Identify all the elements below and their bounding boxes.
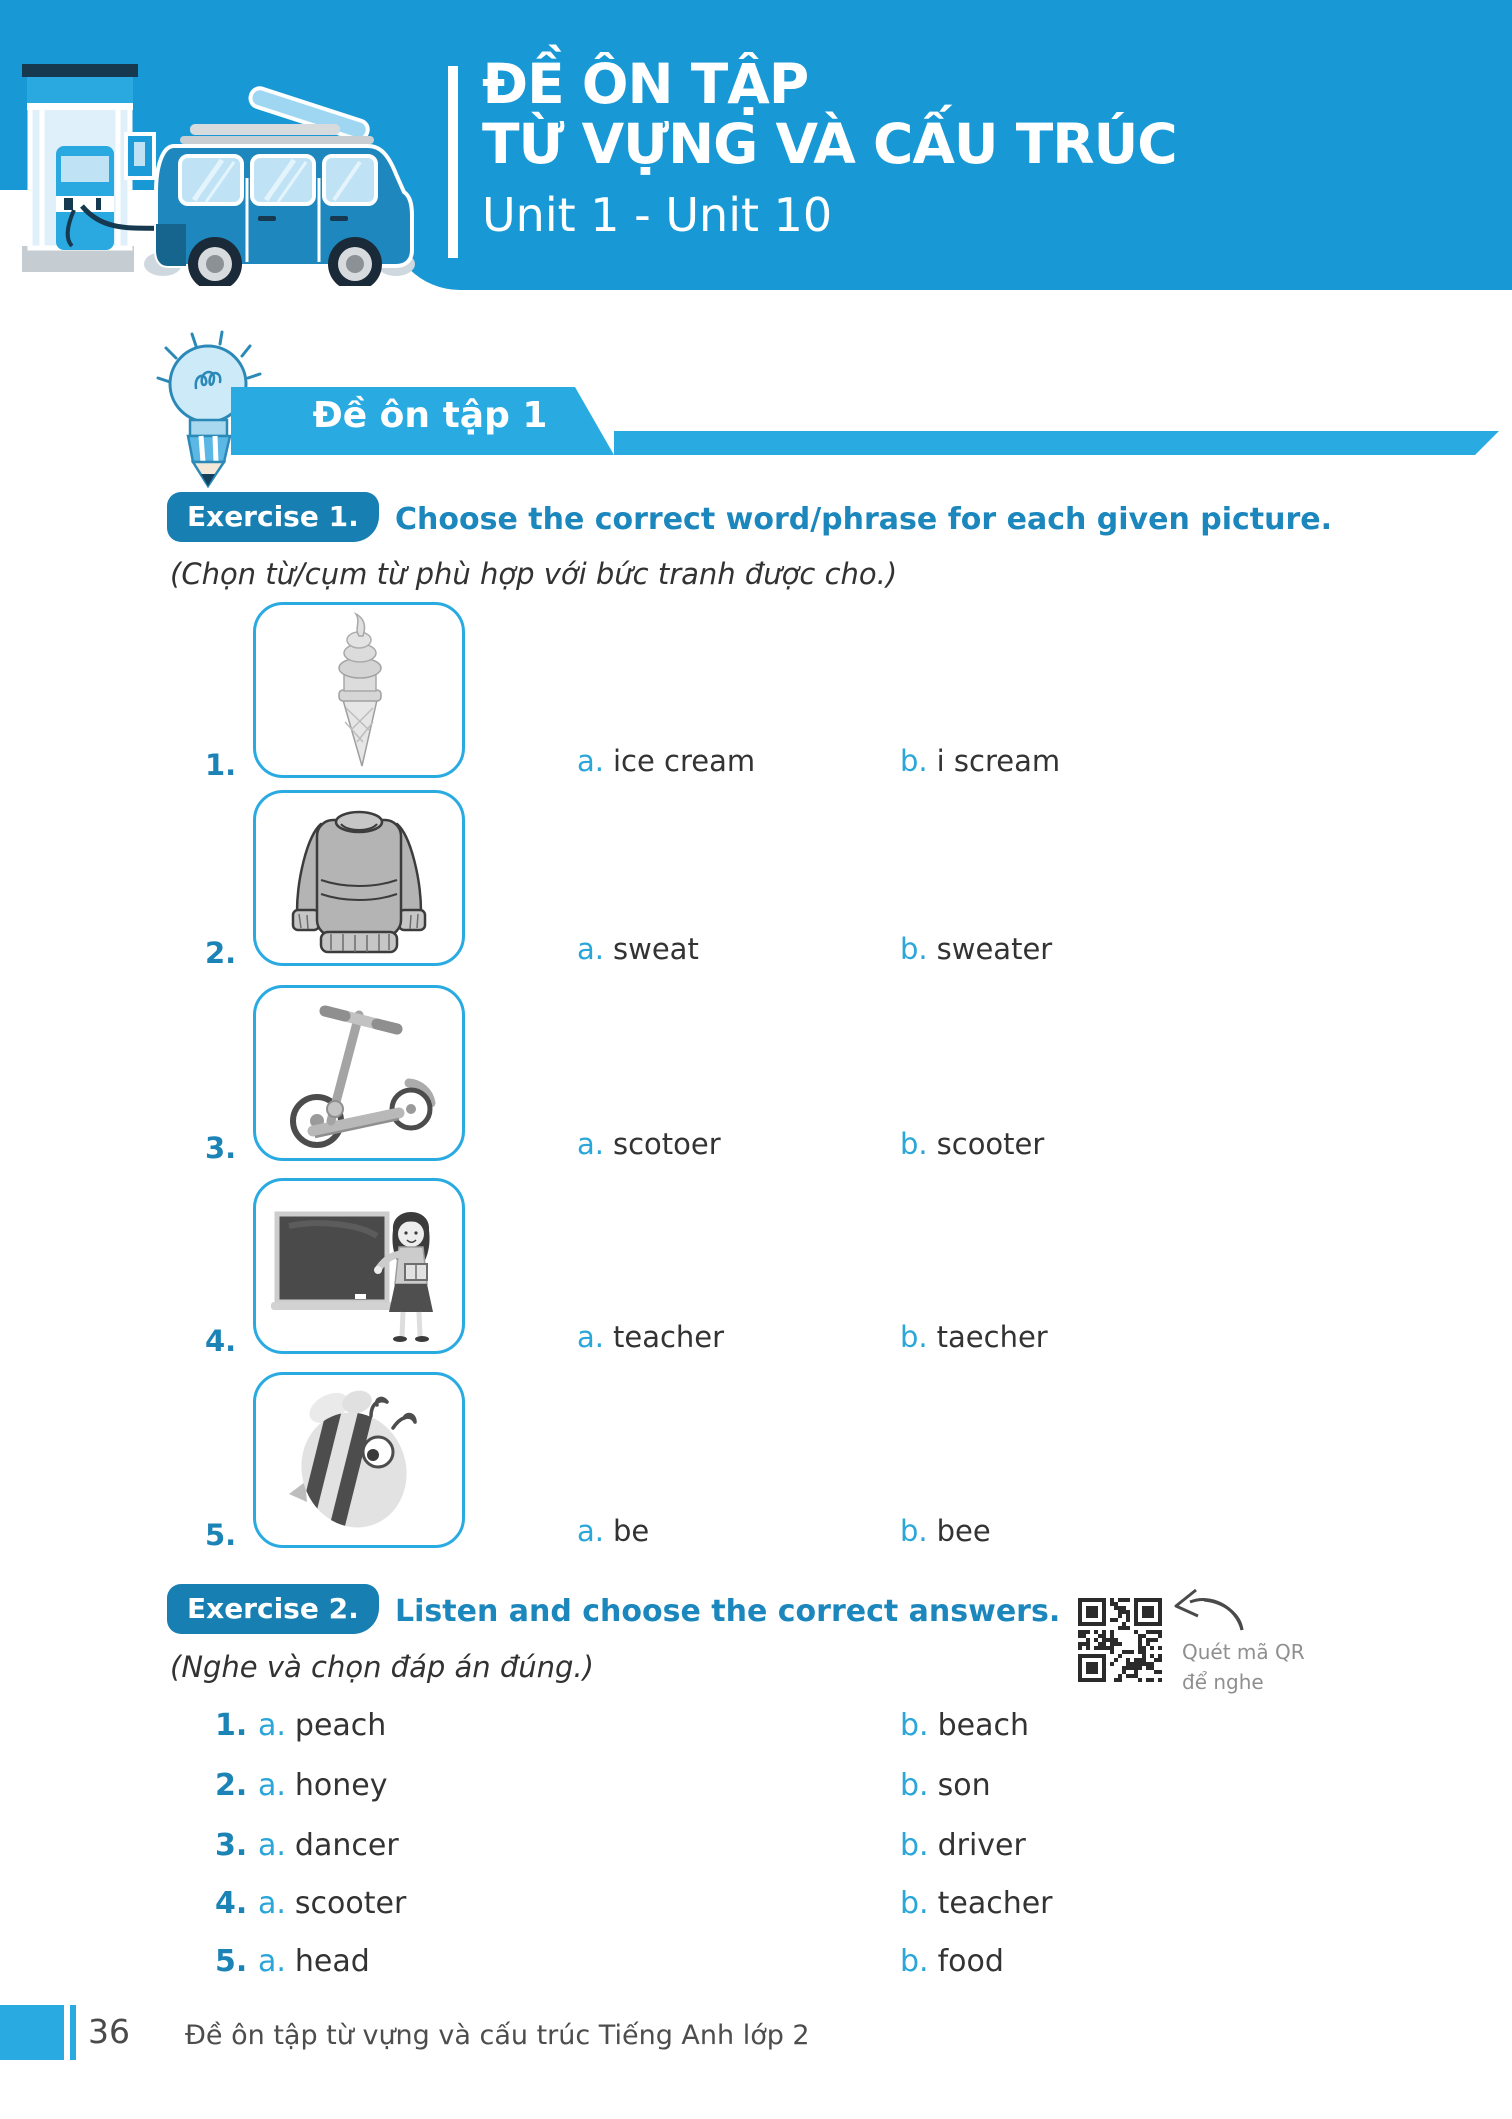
ice-cream-image: [259, 608, 459, 772]
item-number: 1.: [205, 748, 237, 782]
option-b: b. food: [900, 1944, 1004, 1979]
page-title-line2: TỪ VỰNG VÀ CẤU TRÚC: [482, 112, 1177, 176]
option-b: b. driver: [900, 1828, 1026, 1863]
option-b: b. beach: [900, 1708, 1029, 1743]
gas-pump-car-illustration: [8, 28, 420, 286]
option-a: a. scooter: [258, 1886, 407, 1921]
option-b: b. i scream: [900, 744, 1061, 778]
page-title-line1: ĐỀ ÔN TẬP: [482, 52, 809, 116]
exercise1-item-2: [0, 790, 1512, 970]
option-b: b. taecher: [900, 1320, 1048, 1354]
item-number: 4.: [205, 1324, 237, 1358]
option-a: a. dancer: [258, 1828, 399, 1863]
option-b: b. son: [900, 1768, 991, 1803]
item-number: 5.: [205, 1518, 237, 1552]
option-a: a. head: [258, 1944, 370, 1979]
option-b: b. scooter: [900, 1127, 1045, 1161]
scooter-image: [259, 991, 459, 1155]
title-divider-bar: [448, 66, 458, 258]
qr-caption-line1: Quét mã QR: [1182, 1640, 1305, 1664]
option-a: a. scotoer: [577, 1127, 721, 1161]
option-a: a. be: [577, 1514, 650, 1548]
exercise2-title: Listen and choose the correct answers.: [395, 1594, 1061, 1629]
qr-code: [1078, 1598, 1162, 1682]
exercise2-row-3: [0, 1828, 1512, 1872]
exercise1-item-5: [0, 1372, 1512, 1552]
picture-frame: [253, 985, 465, 1161]
exercise2-row-1: [0, 1708, 1512, 1752]
exercise1-subtitle-vi: (Chọn từ/cụm từ phù hợp với bức tranh được cho.): [170, 557, 898, 591]
option-a: a. teacher: [577, 1320, 725, 1354]
exercise1-item-1: [0, 602, 1512, 782]
row-number: 3.: [215, 1828, 248, 1863]
exercise1-item-3: [0, 985, 1512, 1165]
qr-caption-line2: để nghe: [1182, 1670, 1264, 1694]
footer-accent-rule: [70, 2005, 76, 2060]
exercise2-row-2: [0, 1768, 1512, 1812]
exercise1-title: Choose the correct word/phrase for each given picture.: [395, 502, 1333, 537]
page-subtitle: Unit 1 - Unit 10: [482, 188, 833, 242]
row-number: 5.: [215, 1944, 248, 1979]
option-a: a. sweat: [577, 932, 699, 966]
car: [144, 86, 415, 286]
row-number: 2.: [215, 1768, 248, 1803]
picture-frame: [253, 1372, 465, 1548]
item-number: 3.: [205, 1131, 237, 1165]
ribbon-tail-shape: [614, 431, 1499, 455]
option-b: b. bee: [900, 1514, 991, 1548]
option-b: b. sweater: [900, 932, 1053, 966]
exercise2-subtitle-vi: (Nghe và chọn đáp án đúng.): [170, 1650, 594, 1684]
option-a: a. honey: [258, 1768, 388, 1803]
footer-title: Đề ôn tập từ vựng và cấu trúc Tiếng Anh lớp 2: [185, 2020, 810, 2051]
exercise1-badge: Exercise 1.: [167, 492, 379, 542]
picture-frame: [253, 1178, 465, 1354]
qr-arrow-icon: [1166, 1586, 1254, 1640]
exercise2-row-4: [0, 1886, 1512, 1930]
exercise2-row-5: [0, 1944, 1512, 1988]
exercise1-item-4: [0, 1178, 1512, 1358]
footer-accent-block: [0, 2005, 64, 2060]
picture-frame: [253, 790, 465, 966]
sweater-image: [259, 796, 459, 960]
exercise2-badge: Exercise 2.: [167, 1584, 379, 1634]
section-title: Đề ôn tập 1: [312, 395, 548, 436]
row-number: 1.: [215, 1708, 248, 1743]
item-number: 2.: [205, 936, 237, 970]
option-a: a. peach: [258, 1708, 387, 1743]
page-number: 36: [88, 2012, 130, 2051]
row-number: 4.: [215, 1886, 248, 1921]
picture-frame: [253, 602, 465, 778]
bee-image: [259, 1378, 459, 1542]
option-a: a. ice cream: [577, 744, 756, 778]
teacher-image: [259, 1184, 459, 1348]
section-ribbon: [225, 383, 1505, 461]
option-b: b. teacher: [900, 1886, 1053, 1921]
